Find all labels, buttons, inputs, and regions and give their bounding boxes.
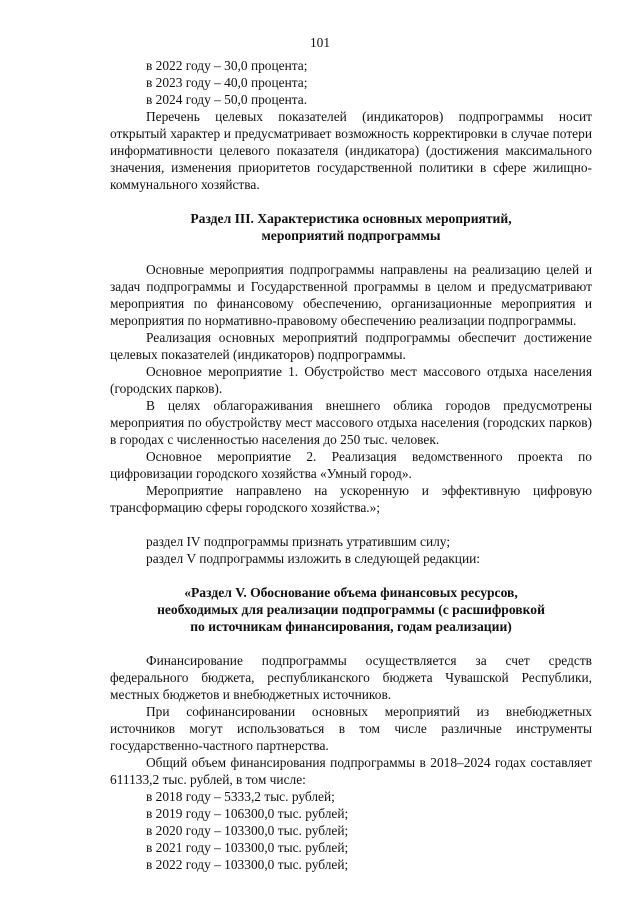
paragraph: Основное мероприятие 1. Обустройство мест массового отдыха населения (городских парков).: [110, 364, 592, 396]
page-content: [110, 57, 592, 873]
list-item: в 2023 году – 40,0 процента;: [146, 75, 308, 90]
funding-item: в 2022 году – 103300,0 тыс. рублей;: [146, 857, 349, 872]
paragraph: Финансирование подпрограммы осуществляется за счет средств федерального бюджета, республиканского бюджета Чувашской Республики, местных бюджетов и внебюджетных источников.: [110, 653, 592, 702]
heading-line: «Раздел V. Обоснование объема финансовых ресурсов,: [184, 585, 518, 600]
paragraph: Мероприятие направлено на ускоренную и эффективную цифровую трансформацию сферы городского хозяйства.»;: [110, 483, 592, 515]
heading-line: Раздел III. Характеристика основных мероприятий,: [190, 211, 512, 226]
paragraph: Основное мероприятие 2. Реализация ведомственного проекта по цифровизации городского хозяйства «Умный город».: [110, 449, 592, 481]
heading-line: необходимых для реализации подпрограммы (с расшифровкой: [157, 602, 545, 617]
funding-item: в 2018 году – 5333,2 тыс. рублей;: [146, 789, 335, 804]
paragraph: Реализация основных мероприятий подпрограммы обеспечит достижение целевых показателей (индикаторов) подпрограммы.: [110, 330, 592, 362]
paragraph: Основные мероприятия подпрограммы направлены на реализацию целей и задач подпрограммы и Государственной программы в целом и предусматривают мероприятия по финансовому обеспечению, организационные мероприятия и мероприятия по нормативно-правовому обеспечению реализации подпрограммы.: [110, 262, 592, 328]
amendment-item: раздел IV подпрограммы признать утратившим силу;: [146, 534, 451, 549]
paragraph: Перечень целевых показателей (индикаторов) подпрограммы носит открытый характер и предусматривает возможность корректировки в случае потери информативности целевого показателя (индикатора) (достижения максимального значения, изменения приоритетов государственной политики в сфере жилищно-коммунального хозяйства.: [110, 109, 592, 192]
section-heading: [110, 584, 592, 635]
paragraph: Общий объем финансирования подпрограммы в 2018–2024 годах составляет 611133,2 тыс. рублей, в том числе:: [110, 755, 592, 787]
heading-line: по источникам финансирования, годам реализации): [190, 619, 512, 634]
heading-line: мероприятий подпрограммы: [261, 228, 441, 243]
funding-item: в 2021 году – 103300,0 тыс. рублей;: [146, 840, 349, 855]
funding-item: в 2020 году – 103300,0 тыс. рублей;: [146, 823, 349, 838]
section-heading: [110, 210, 592, 244]
funding-item: в 2019 году – 106300,0 тыс. рублей;: [146, 806, 349, 821]
list-item: в 2024 году – 50,0 процента.: [146, 92, 308, 107]
paragraph: При софинансировании основных мероприятий из внебюджетных источников могут использоваться в том числе различные инструменты государственно-частного партнерства.: [110, 704, 592, 753]
list-item: в 2022 году – 30,0 процента;: [146, 58, 308, 73]
page-number: 101: [309, 35, 331, 50]
paragraph: В целях облагораживания внешнего облика городов предусмотрены мероприятия по обустройству мест массового отдыха населения (городских парков) в городах с численностью населения до 250 тыс. человек.: [110, 398, 592, 447]
amendment-item: раздел V подпрограммы изложить в следующей редакции:: [146, 551, 481, 566]
